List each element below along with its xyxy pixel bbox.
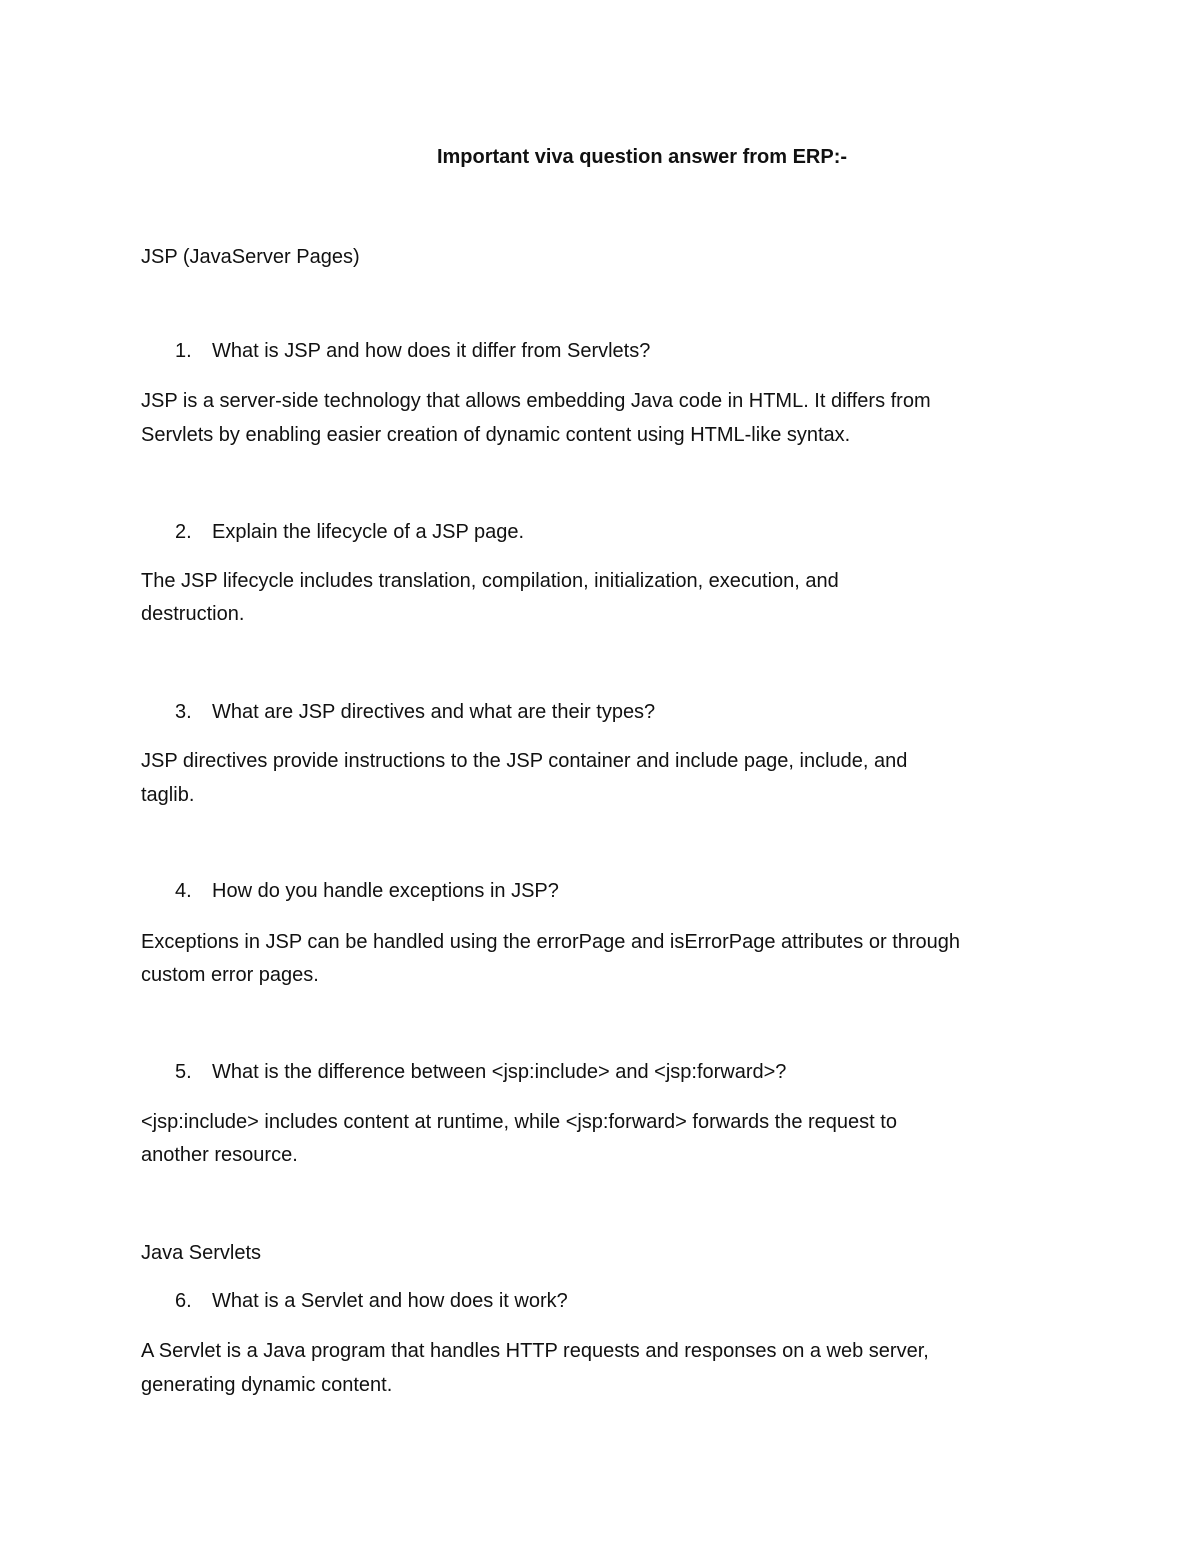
question-5 (175, 1058, 786, 1086)
question-text: What is a Servlet and how does it work? (212, 1290, 568, 1312)
answer-3-line-2: taglib. (141, 784, 195, 806)
question-number: 2. (175, 521, 192, 543)
question-text: Explain the lifecycle of a JSP page. (212, 521, 525, 543)
question-text: What is JSP and how does it differ from Servlets? (212, 340, 651, 362)
answer-1-line-2: Servlets by enabling easier creation of dynamic content using HTML-like syntax. (141, 424, 851, 446)
answer-4-line-2: custom error pages. (141, 964, 319, 986)
answer-4-line-1: Exceptions in JSP can be handled using the errorPage and isErrorPage attributes or through (141, 931, 961, 953)
question-text: What is the difference between <jsp:include> and <jsp:forward>? (212, 1061, 787, 1083)
section-heading-servlets: Java Servlets (141, 1242, 262, 1264)
answer-2-line-1: The JSP lifecycle includes translation, compilation, initialization, execution, and (141, 570, 839, 592)
question-1 (175, 337, 650, 365)
answer-5-line-1: <jsp:include> includes content at runtime, while <jsp:forward> forwards the request to (141, 1111, 897, 1133)
question-number: 4. (175, 880, 192, 902)
question-4 (175, 877, 559, 905)
question-2 (175, 518, 524, 546)
answer-2-line-2: destruction. (141, 603, 245, 625)
answer-5-line-2: another resource. (141, 1144, 298, 1166)
question-number: 5. (175, 1061, 192, 1083)
answer-1-line-1: JSP is a server-side technology that allows embedding Java code in HTML. It differs from (141, 390, 931, 412)
question-number: 1. (175, 340, 192, 362)
question-text: What are JSP directives and what are their types? (212, 701, 656, 723)
question-6 (175, 1287, 568, 1315)
answer-3-line-1: JSP directives provide instructions to the JSP container and include page, include, and (141, 750, 908, 772)
question-text: How do you handle exceptions in JSP? (212, 880, 559, 902)
answer-6-line-1: A Servlet is a Java program that handles HTTP requests and responses on a web server, (141, 1340, 929, 1362)
question-number: 6. (175, 1290, 192, 1312)
page-title: Important viva question answer from ERP:- (436, 146, 848, 168)
section-heading-jsp: JSP (JavaServer Pages) (141, 246, 360, 268)
question-number: 3. (175, 701, 192, 723)
question-3 (175, 698, 655, 726)
answer-6-line-2: generating dynamic content. (141, 1374, 393, 1396)
